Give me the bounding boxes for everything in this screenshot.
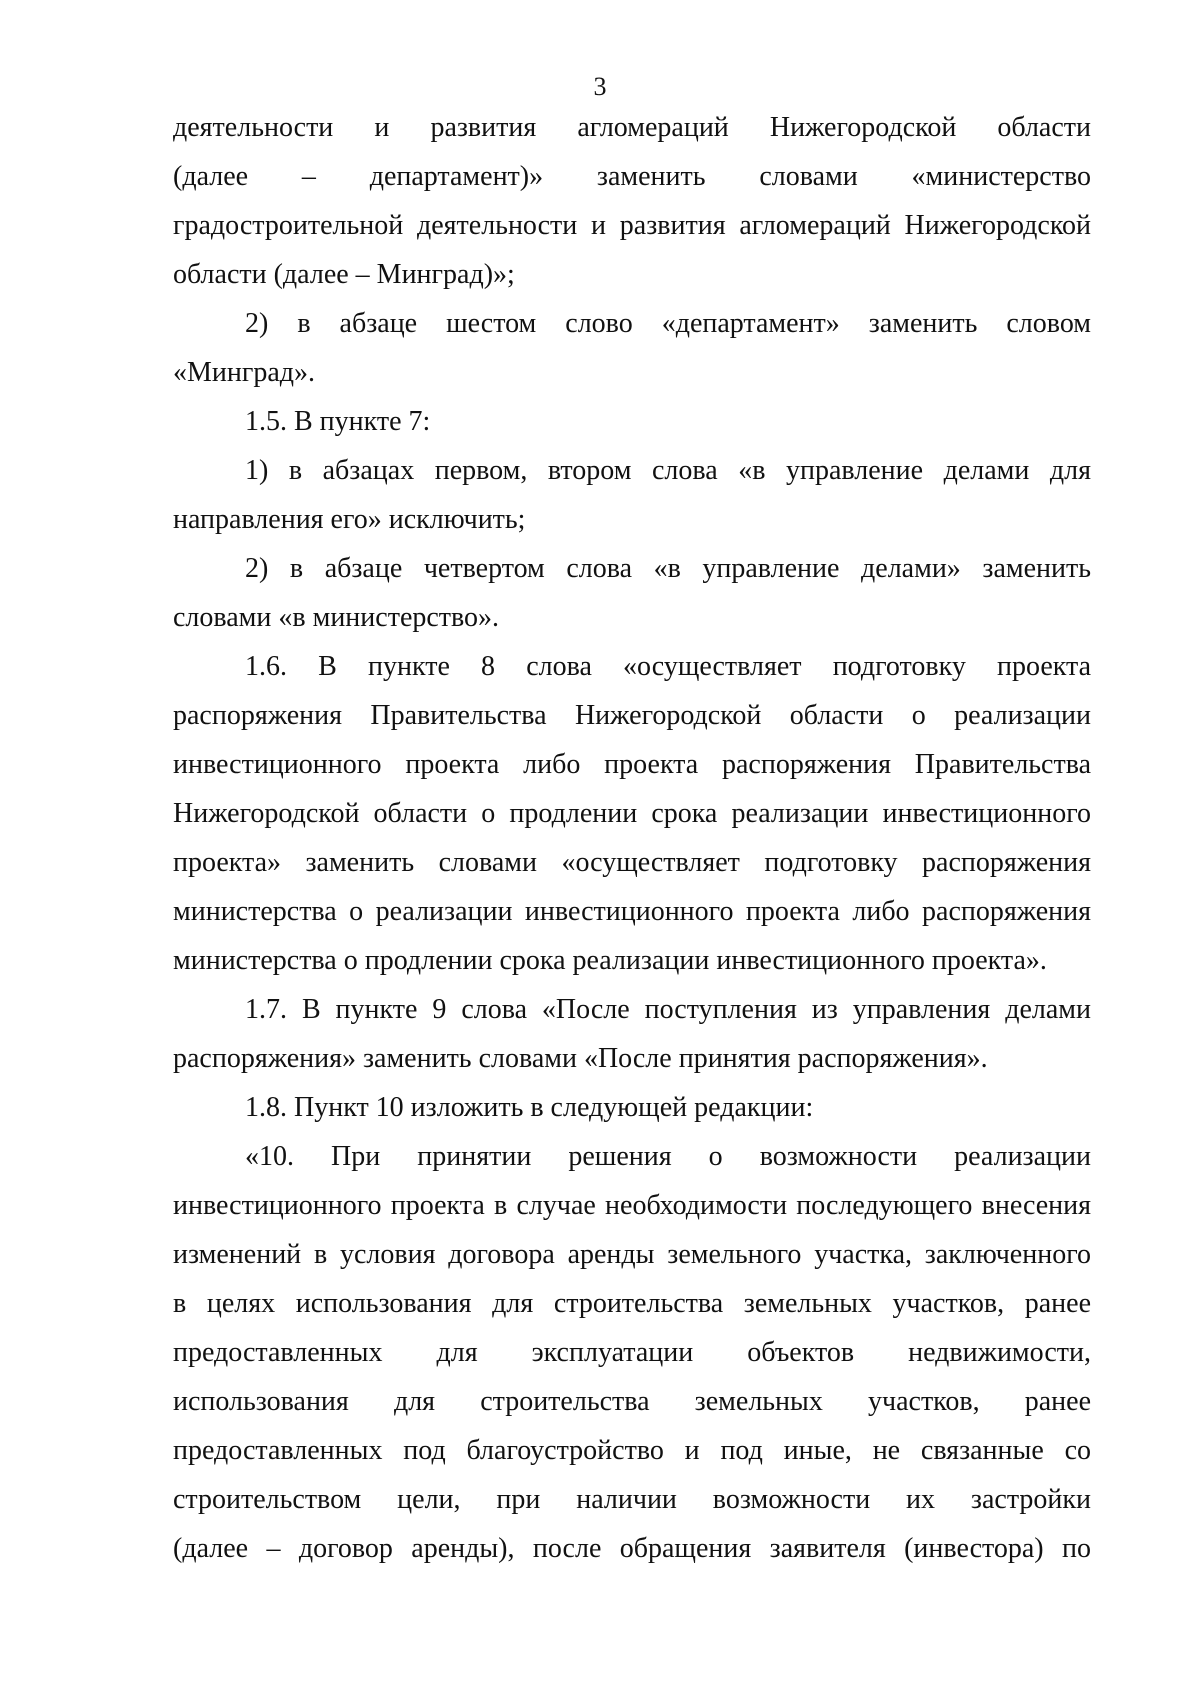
text-line: распоряжения Правительства Нижегородской области о реализации <box>173 700 1091 731</box>
text-line: инвестиционного проекта либо проекта распоряжения Правительства <box>173 749 1091 780</box>
paragraph <box>173 103 1091 299</box>
text-line: градостроительной деятельности и развития агломераций Нижегородской <box>173 210 1091 241</box>
paragraph <box>173 985 1091 1083</box>
page-number: 3 <box>593 72 607 101</box>
text-line: деятельности и развития агломераций Нижегородской области <box>173 112 1091 143</box>
text-line: (далее – договор аренды), после обращения заявителя (инвестора) по <box>173 1533 1091 1564</box>
paragraph <box>173 544 1091 642</box>
text-line: министерства о реализации инвестиционного проекта либо распоряжения <box>173 896 1091 927</box>
text-line: области (далее – Минград)»; <box>173 259 515 290</box>
text-line: проекта» заменить словами «осуществляет подготовку распоряжения <box>173 847 1091 878</box>
paragraph <box>173 1083 1091 1132</box>
text-line: предоставленных под благоустройство и под иные, не связанные со <box>173 1435 1091 1466</box>
text-line: предоставленных для эксплуатации объектов недвижимости, <box>173 1337 1091 1368</box>
text-line: 1.8. Пункт 10 изложить в следующей редакции: <box>245 1092 814 1123</box>
text-line: министерства о продлении срока реализации инвестиционного проекта». <box>173 945 1047 976</box>
text-line: словами «в министерство». <box>173 602 500 633</box>
text-line: 1.5. В пункте 7: <box>245 406 431 437</box>
text-line: (далее – департамент)» заменить словами «министерство <box>173 161 1091 192</box>
text-line: «10. При принятии решения о возможности реализации <box>245 1141 1091 1172</box>
text-line: использования для строительства земельных участков, ранее <box>173 1386 1091 1417</box>
paragraph <box>173 1132 1091 1573</box>
paragraph <box>173 642 1091 985</box>
text-line: 1.6. В пункте 8 слова «осуществляет подготовку проекта <box>245 651 1091 682</box>
text-line: 2) в абзаце шестом слово «департамент» заменить словом <box>245 308 1091 339</box>
text-line: направления его» исключить; <box>173 504 526 535</box>
document-body <box>173 103 1091 1573</box>
text-line: распоряжения» заменить словами «После принятия распоряжения». <box>173 1043 988 1074</box>
paragraph <box>173 446 1091 544</box>
paragraph <box>173 299 1091 397</box>
text-line: строительством цели, при наличии возможности их застройки <box>173 1484 1091 1515</box>
text-line: Нижегородской области о продлении срока реализации инвестиционного <box>173 798 1091 829</box>
paragraph <box>173 397 1091 446</box>
text-line: 1) в абзацах первом, втором слова «в управление делами для <box>245 455 1091 486</box>
text-line: изменений в условия договора аренды земельного участка, заключенного <box>173 1239 1091 1270</box>
text-line: 1.7. В пункте 9 слова «После поступления из управления делами <box>245 994 1091 1025</box>
text-line: в целях использования для строительства земельных участков, ранее <box>173 1288 1091 1319</box>
text-line: «Минград». <box>173 357 316 388</box>
text-line: инвестиционного проекта в случае необходимости последующего внесения <box>173 1190 1091 1221</box>
text-line: 2) в абзаце четвертом слова «в управление делами» заменить <box>245 553 1091 584</box>
